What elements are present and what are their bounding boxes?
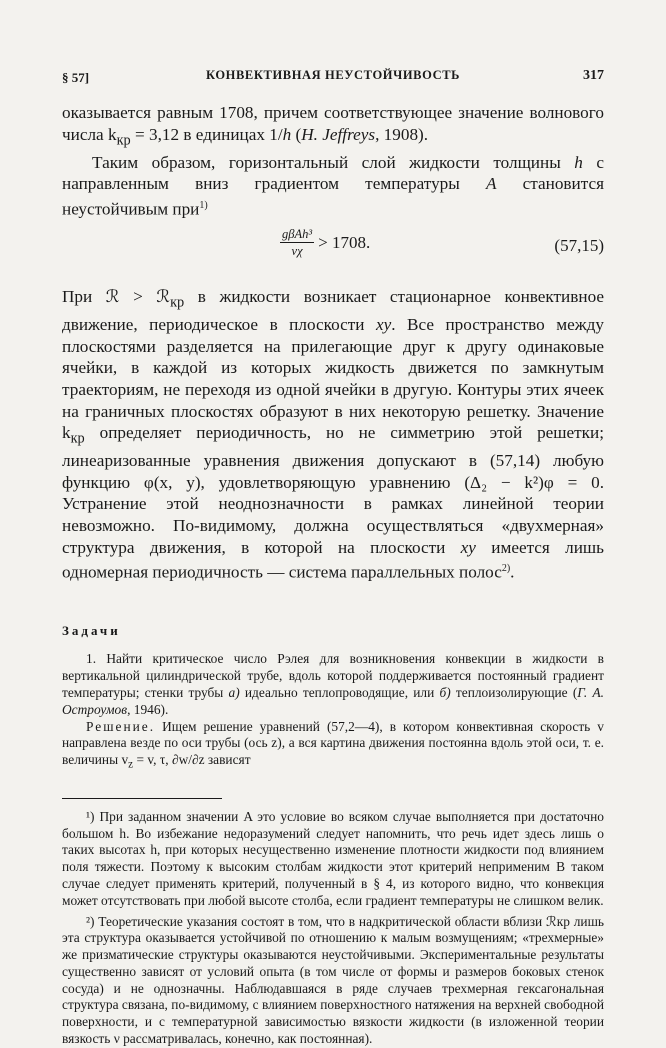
page-number: 317 (583, 68, 604, 83)
running-header (62, 66, 604, 88)
formula-relation: > 1708. (318, 232, 371, 252)
equation-57-15 (62, 224, 604, 272)
formula-numerator: gβAh³ (282, 227, 313, 242)
problem-1-solution: Решение. Ищем решение уравнений (57,2—4), в котором конвективная скорость v направлена везде по оси трубы (ось z), а вся картина движения постоянна вдоль этой оси, т. е. величины $v_z = v$, τ, ∂w/∂z зависят (62, 718, 604, 771)
paragraph-convection-cells: При ℛ > ℛ$_{кр}$ в жидкости возникает стационарное конвективное движение, периодическое в плоскости xy. Все пространство между плоскостями разделяется на прилегающие друг к другу одинаковые ячейки, в каждой из которых жидкость движется по замкнутым траекториям, не переходя из одной ячейки в другую. Контуры этих ячеек на граничных плоскостях образуют в них некоторую решетку. Значение $k_{кр}$ определяет периодичность, но не симметрию этой решетки; линеаризованные уравнения движения допускают в (57,14) любую функцию φ(x, y), удовлетворяющую уравнению (Δ₂ − k²)φ = 0. Устранение этой неоднозначности в рамках линейной теории невозможно. По-видимому, должна осуществляться «двухмерная» структура движения, в которой на плоскости xy имеется лишь одномерная периодичность — система параллельных полос$^{2)}$. (62, 287, 605, 582)
paragraph-conclusion: Таким образом, горизонтальный слой жидкости толщины h с направленным вниз градиентом температуры A становится неустойчивым при$^{1)}$ (62, 152, 604, 219)
paragraph-continuation: оказывается равным 1708, причем соответствующее значение волнового числа $k_{кр} = 3,12$ в единицах 1/h (H. Jeffreys, 1908). (62, 103, 604, 149)
formula-denominator: νχ (291, 244, 303, 259)
footnote-ref-1: 1) (199, 199, 208, 211)
footnote-1: ¹) При заданном значении A это условие во всяком случае выполняется при достаточно большом h. Во избежание недоразумений следует напомнить, что речь идет здесь лишь о таких высотах h, при которых несущественно изменение плотности жидкости под влиянием поля тяжести. Поэтому к высоким столбам жидкости этот критерий неприменим В таком случае следует применять критерий, полученный в § 4, из которого видно, что конвекция может отсутствовать при любой высоте столба, если градиент температуры не слишком велик. (62, 808, 604, 908)
problems-heading: Задачи (62, 623, 121, 639)
book-page (62, 66, 604, 1048)
citation: Г. А. Остроумов (62, 685, 604, 717)
section-marker: § 57] (62, 70, 90, 85)
footnote-separator (62, 798, 222, 799)
solution-label: Решение. (86, 718, 156, 734)
citation: H. Jeffreys (301, 124, 376, 144)
footnote-ref-2: 2) (501, 563, 511, 575)
chapter-title: КОНВЕКТИВНАЯ НЕУСТОЙЧИВОСТЬ (205, 68, 461, 82)
footnote-2: ²) Теоретические указания состоят в том, что в надкритической области вблизи ℛкр лишь эта структура оказывается устойчивой по отношению к малым возмущениям; «трехмерные» же призматические структуры оказываются неустойчивыми. Экспериментальные результаты существенно зависят от условий опыта (в том числе от формы и размеров боковых стенок сосуда) и не однозначны. Наблюдавшаяся в ряде случаев трехмерная гексагональная структура связана, по-видимому, с влиянием поверхностного натяжения на верхней свободной поверхности, и с температурной зависимостью вязкости жидкости (в изложенной теории вязкость ν рассматривалась, конечно, как постоянная). (62, 913, 604, 1047)
problem-1: 1. Найти критическое число Рэлея для возникновения конвекции в жидкости в вертикальной цилиндрической трубе, вдоль которой поддерживается постоянный градиент температуры; стенки трубы а) идеально теплопроводящие, или б) теплоизолирующие (Г. А. Остроумов, 1946). (62, 651, 604, 717)
equation-number: (57,15) (554, 236, 604, 256)
formula-fraction (280, 226, 314, 259)
